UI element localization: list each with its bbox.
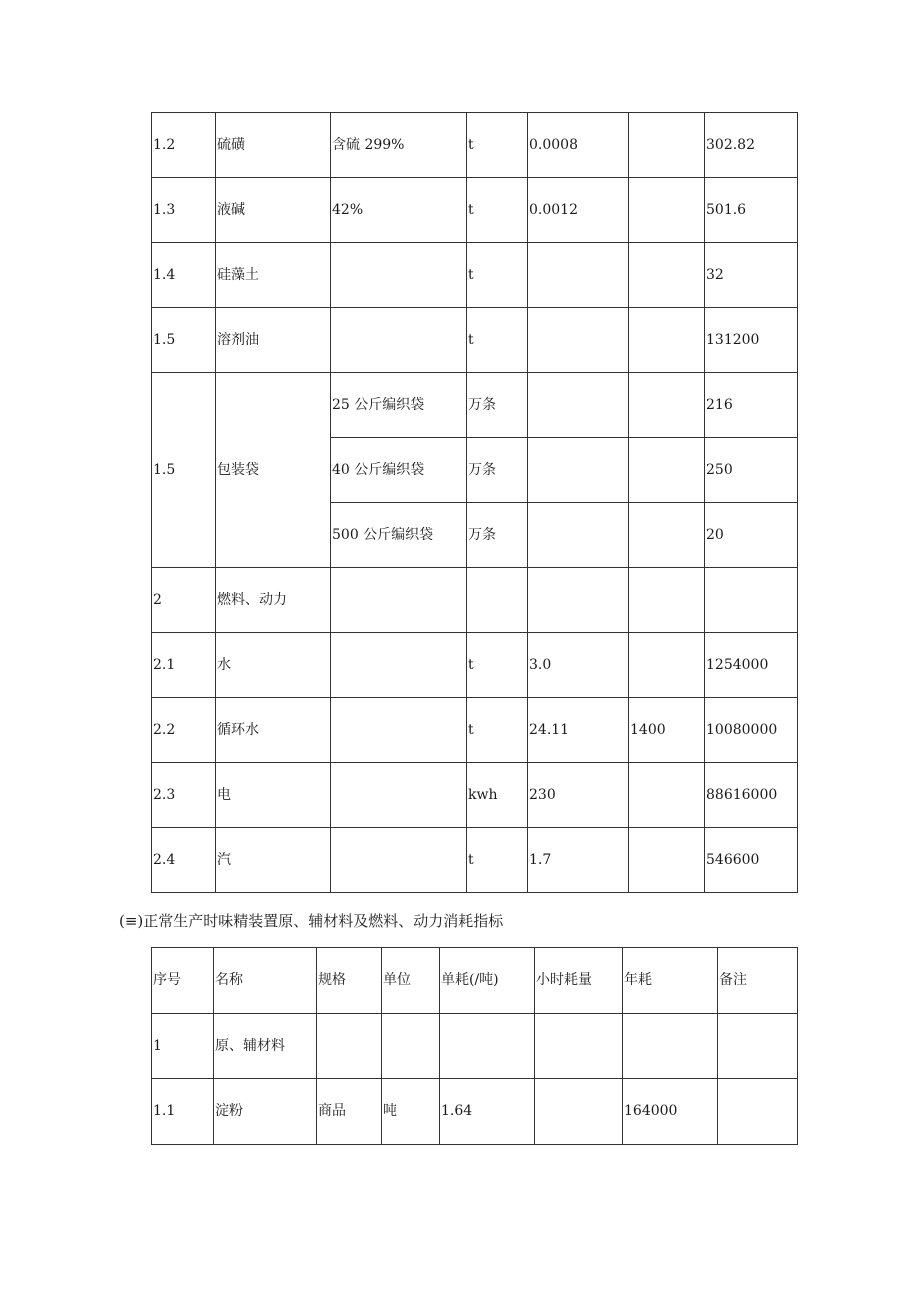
table-row: [152, 113, 798, 178]
cell-hourly: [629, 763, 705, 828]
cell-no: 2.3: [152, 763, 216, 828]
header-hourly: 小时耗量: [535, 948, 623, 1014]
cell-no: 1.4: [152, 243, 216, 308]
cell-spec: [331, 308, 467, 373]
cell-no: 1: [152, 1013, 214, 1079]
cell-name: 硅藻土: [216, 243, 331, 308]
cell-no: 2.4: [152, 828, 216, 893]
cell-annual: 302.82: [705, 113, 798, 178]
cell-name: 包装袋: [216, 373, 331, 568]
cell-spec: 含硫 299%: [331, 113, 467, 178]
cell-unit-consumption: [528, 373, 629, 438]
cell-hourly: [629, 243, 705, 308]
cell-spec: [331, 243, 467, 308]
table-row: [152, 763, 798, 828]
cell-unit: t: [467, 178, 528, 243]
cell-unit-consumption: 24.11: [528, 698, 629, 763]
cell-annual: 250: [705, 438, 798, 503]
cell-unit-consumption: 3.0: [528, 633, 629, 698]
cell-annual: 501.6: [705, 178, 798, 243]
cell-no: 1.5: [152, 373, 216, 568]
cell-annual: [623, 1013, 718, 1079]
cell-hourly: [629, 373, 705, 438]
cell-unit: t: [467, 113, 528, 178]
cell-unit-consumption: 0.0012: [528, 178, 629, 243]
cell-annual: 20: [705, 503, 798, 568]
cell-spec: [331, 633, 467, 698]
cell-unit-consumption: [528, 438, 629, 503]
cell-unit: t: [467, 308, 528, 373]
cell-unit: t: [467, 828, 528, 893]
cell-hourly: [629, 113, 705, 178]
cell-annual: 1254000: [705, 633, 798, 698]
table-row: [152, 178, 798, 243]
cell-hourly: [535, 1079, 623, 1145]
cell-annual: 32: [705, 243, 798, 308]
cell-annual: 10080000: [705, 698, 798, 763]
cell-unit: t: [467, 243, 528, 308]
header-name: 名称: [214, 948, 317, 1014]
cell-unit-consumption: [440, 1013, 535, 1079]
cell-hourly: [629, 633, 705, 698]
cell-name: 原、辅材料: [214, 1013, 317, 1079]
cell-no: 2: [152, 568, 216, 633]
cell-unit-consumption: [528, 308, 629, 373]
cell-unit: 万条: [467, 438, 528, 503]
cell-hourly: [629, 178, 705, 243]
cell-unit: t: [467, 698, 528, 763]
cell-spec: [331, 763, 467, 828]
cell-name: 电: [216, 763, 331, 828]
cell-annual: [705, 568, 798, 633]
header-unit: 单位: [382, 948, 440, 1014]
cell-spec: [331, 568, 467, 633]
table-row: [152, 568, 798, 633]
cell-hourly: [629, 828, 705, 893]
cell-annual: 88616000: [705, 763, 798, 828]
header-annual: 年耗: [623, 948, 718, 1014]
cell-spec: 42%: [331, 178, 467, 243]
cell-name: 硫磺: [216, 113, 331, 178]
cell-hourly: [629, 308, 705, 373]
cell-unit-consumption: 0.0008: [528, 113, 629, 178]
cell-hourly: [629, 438, 705, 503]
cell-unit: [467, 568, 528, 633]
cell-annual: 216: [705, 373, 798, 438]
table-row: [152, 243, 798, 308]
cell-no: 1.5: [152, 308, 216, 373]
cell-unit: 万条: [467, 373, 528, 438]
cell-no: 2.1: [152, 633, 216, 698]
cell-spec: 25 公斤编织袋: [331, 373, 467, 438]
cell-hourly: 1400: [629, 698, 705, 763]
cell-remark: [718, 1079, 798, 1145]
cell-unit: t: [467, 633, 528, 698]
cell-spec: [331, 698, 467, 763]
cell-unit-consumption: [528, 568, 629, 633]
cell-spec: [317, 1013, 382, 1079]
cell-unit: 吨: [382, 1079, 440, 1145]
cell-unit-consumption: [528, 503, 629, 568]
consumption-table-continued: [151, 112, 798, 893]
cell-annual: 546600: [705, 828, 798, 893]
cell-spec: 商品: [317, 1079, 382, 1145]
cell-no: 1.2: [152, 113, 216, 178]
cell-no: 1.1: [152, 1079, 214, 1145]
cell-annual: 131200: [705, 308, 798, 373]
table-row: [152, 828, 798, 893]
cell-hourly: [535, 1013, 623, 1079]
cell-spec: [331, 828, 467, 893]
table-row: [152, 373, 798, 438]
cell-name: 液碱: [216, 178, 331, 243]
cell-name: 燃料、动力: [216, 568, 331, 633]
msg-consumption-table: [151, 947, 798, 1145]
table-row: [152, 1079, 798, 1145]
cell-remark: [718, 1013, 798, 1079]
cell-name: 溶剂油: [216, 308, 331, 373]
cell-unit: kwh: [467, 763, 528, 828]
table-row: [152, 1013, 798, 1079]
table-row: [152, 308, 798, 373]
cell-unit: 万条: [467, 503, 528, 568]
table-header-row: [152, 948, 798, 1014]
cell-unit-consumption: 230: [528, 763, 629, 828]
cell-spec: 500 公斤编织袋: [331, 503, 467, 568]
cell-hourly: [629, 503, 705, 568]
cell-name: 循环水: [216, 698, 331, 763]
table-row: [152, 698, 798, 763]
cell-no: 1.3: [152, 178, 216, 243]
cell-unit: [382, 1013, 440, 1079]
cell-unit-consumption: 1.64: [440, 1079, 535, 1145]
cell-name: 汽: [216, 828, 331, 893]
header-spec: 规格: [317, 948, 382, 1014]
cell-spec: 40 公斤编织袋: [331, 438, 467, 503]
section-heading: (≡)正常生产时味精装置原、辅材料及燃料、动力消耗指标: [119, 912, 504, 930]
cell-name: 淀粉: [214, 1079, 317, 1145]
cell-annual: 164000: [623, 1079, 718, 1145]
header-remark: 备注: [718, 948, 798, 1014]
header-unit-consumption: 单耗(/吨): [440, 948, 535, 1014]
cell-hourly: [629, 568, 705, 633]
cell-unit-consumption: [528, 243, 629, 308]
cell-unit-consumption: 1.7: [528, 828, 629, 893]
header-no: 序号: [152, 948, 214, 1014]
cell-no: 2.2: [152, 698, 216, 763]
cell-name: 水: [216, 633, 331, 698]
table-row: [152, 633, 798, 698]
